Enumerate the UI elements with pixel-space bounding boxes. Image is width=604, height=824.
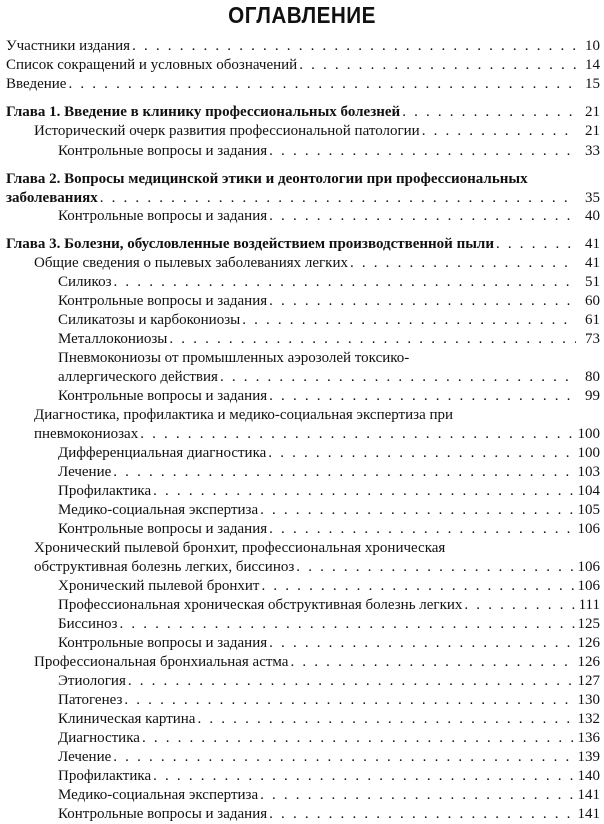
dot-leader [402, 103, 576, 122]
toc-page-number: 139 [577, 749, 600, 765]
dot-leader [260, 786, 575, 805]
dot-leader [153, 482, 575, 501]
toc-page-number: 132 [577, 711, 600, 727]
toc-page-number: 21 [585, 123, 600, 139]
dot-leader [269, 805, 575, 824]
dot-leader [350, 254, 576, 273]
toc-entry-title: Медико-социальная экспертиза [58, 502, 259, 518]
toc-page-number: 41 [585, 255, 600, 271]
toc-entry-title: Контрольные вопросы и задания [58, 293, 268, 309]
toc-page-number: 100 [577, 445, 600, 461]
toc-entry-title-line: Пневмокониозы от промышленных аэрозолей токсико- [58, 350, 410, 366]
dot-leader [100, 189, 576, 208]
toc-entry-title: Контрольные вопросы и задания [58, 521, 268, 537]
toc-page-number: 125 [577, 616, 600, 632]
toc-entry-title-line: Глава 2. Вопросы медицинской этики и деонтологии при профессиональных [6, 171, 528, 187]
toc-entry-title: Введение [6, 76, 67, 92]
toc-page-number: 136 [577, 730, 600, 746]
dot-leader [269, 520, 575, 539]
toc-entry-title: Участники издания [6, 38, 131, 54]
toc-entry-title: Профилактика [58, 768, 152, 784]
toc-entry-title: Профессиональная хроническая обструктивная болезнь легких [58, 597, 463, 613]
dot-leader [269, 634, 575, 653]
toc-page-number: 51 [585, 274, 600, 290]
dot-leader [142, 729, 576, 748]
toc-entry-title-line: Диагностика, профилактика и медико-социальная экспертиза при [34, 407, 454, 423]
toc-entry-title: Исторический очерк развития профессиональной патологии [34, 123, 420, 139]
dot-leader [290, 653, 575, 672]
toc-entry-title: Металлокониозы [58, 331, 168, 347]
toc-page-number: 40 [585, 208, 600, 224]
toc-entry-title: Контрольные вопросы и задания [58, 388, 268, 404]
dot-leader [269, 387, 576, 406]
dot-leader [269, 292, 576, 311]
toc-entry-title: Профессиональная бронхиальная астма [34, 654, 289, 670]
dot-leader [169, 330, 576, 349]
toc-entry-title: обструктивная болезнь легких, биссиноз [34, 559, 295, 575]
toc-page-number: 10 [585, 38, 600, 54]
toc-page-number: 41 [585, 236, 600, 252]
dot-leader [140, 425, 575, 444]
dot-leader [220, 368, 576, 387]
toc-entry-title: Медико-социальная экспертиза [58, 787, 259, 803]
toc-entry-title: Контрольные вопросы и задания [58, 143, 268, 159]
toc-page-number: 141 [577, 806, 600, 822]
dot-leader [113, 463, 575, 482]
toc-entry-title: Контрольные вопросы и задания [58, 635, 268, 651]
dot-leader [464, 596, 576, 615]
toc-page-number: 104 [577, 483, 600, 499]
toc-entry-title: аллергического действия [58, 369, 218, 385]
toc-entry-title: Список сокращений и условных обозначений [6, 57, 298, 73]
toc-entry-title: Общие сведения о пылевых заболеваниях легких [34, 255, 348, 271]
dot-leader [114, 273, 577, 292]
toc-entry-title: пневмокониозах [34, 426, 139, 442]
toc-entry-title: заболеваниях [6, 190, 98, 206]
toc-entry-title: Клиническая картина [58, 711, 196, 727]
dot-leader [260, 501, 575, 520]
dot-leader [197, 710, 575, 729]
toc-page-number: 103 [577, 464, 600, 480]
dot-leader [269, 142, 576, 161]
dot-leader [261, 577, 575, 596]
toc-entry-title: Хронический пылевой бронхит [58, 578, 260, 594]
toc-entry-title: Контрольные вопросы и задания [58, 806, 268, 822]
dot-leader [132, 37, 576, 56]
toc-page-number: 106 [577, 559, 600, 575]
dot-leader [242, 311, 576, 330]
toc-entry-title: Биссиноз [58, 616, 118, 632]
toc-page-number: 21 [585, 104, 600, 120]
toc-page-number: 126 [577, 635, 600, 651]
dot-leader [153, 767, 575, 786]
toc-page-number: 99 [585, 388, 600, 404]
dot-leader [269, 207, 576, 226]
dot-leader [296, 558, 575, 577]
toc-page-number: 126 [577, 654, 600, 670]
toc-page-number: 111 [578, 597, 600, 613]
toc-entry-title: Диагностика [58, 730, 140, 746]
dot-leader [299, 56, 576, 75]
toc-entry-title: Силикатозы и карбокониозы [58, 312, 241, 328]
page-title: ОГЛАВЛЕНИЕ [228, 2, 376, 28]
toc-entry-title: Дифференциальная диагностика [58, 445, 267, 461]
toc-entry-title: Силикоз [58, 274, 112, 290]
toc-page-number: 105 [577, 502, 600, 518]
toc-page-number: 106 [577, 521, 600, 537]
toc-entry-title: Контрольные вопросы и задания [58, 208, 268, 224]
dot-leader [119, 615, 575, 634]
toc-page-number: 127 [577, 673, 600, 689]
dot-leader [268, 444, 575, 463]
toc-page-number: 61 [585, 312, 600, 328]
toc-page-number: 60 [585, 293, 600, 309]
toc-entry-title: Лечение [58, 749, 112, 765]
toc-entry-title: Лечение [58, 464, 112, 480]
toc-entry-title: Профилактика [58, 483, 152, 499]
toc-page-number: 80 [585, 369, 600, 385]
toc-page-number: 35 [585, 190, 600, 206]
toc-page-number: 100 [577, 426, 600, 442]
toc-page-number: 14 [585, 57, 600, 73]
dot-leader [496, 235, 576, 254]
toc-page-number: 130 [577, 692, 600, 708]
toc-entry-title: Глава 3. Болезни, обусловленные воздействием производственной пыли [6, 236, 494, 252]
dot-leader [128, 672, 576, 691]
toc-entry-title-line: Хронический пылевой бронхит, профессиональная хроническая [34, 540, 446, 556]
toc-entry-title: Глава 1. Введение в клинику профессиональных болезней [6, 104, 401, 120]
dot-leader [422, 122, 576, 141]
toc-page-number: 140 [577, 768, 600, 784]
toc-page-number: 15 [585, 76, 600, 92]
dot-leader [68, 75, 576, 94]
dot-leader [113, 748, 575, 767]
toc-page-number: 106 [577, 578, 600, 594]
toc-entry-title: Патогенез [58, 692, 123, 708]
dot-leader [124, 691, 575, 710]
toc-page-number: 73 [585, 331, 600, 347]
toc-page-number: 141 [577, 787, 600, 803]
toc-entry-title: Этиология [58, 673, 126, 689]
toc-page-number: 33 [585, 143, 600, 159]
